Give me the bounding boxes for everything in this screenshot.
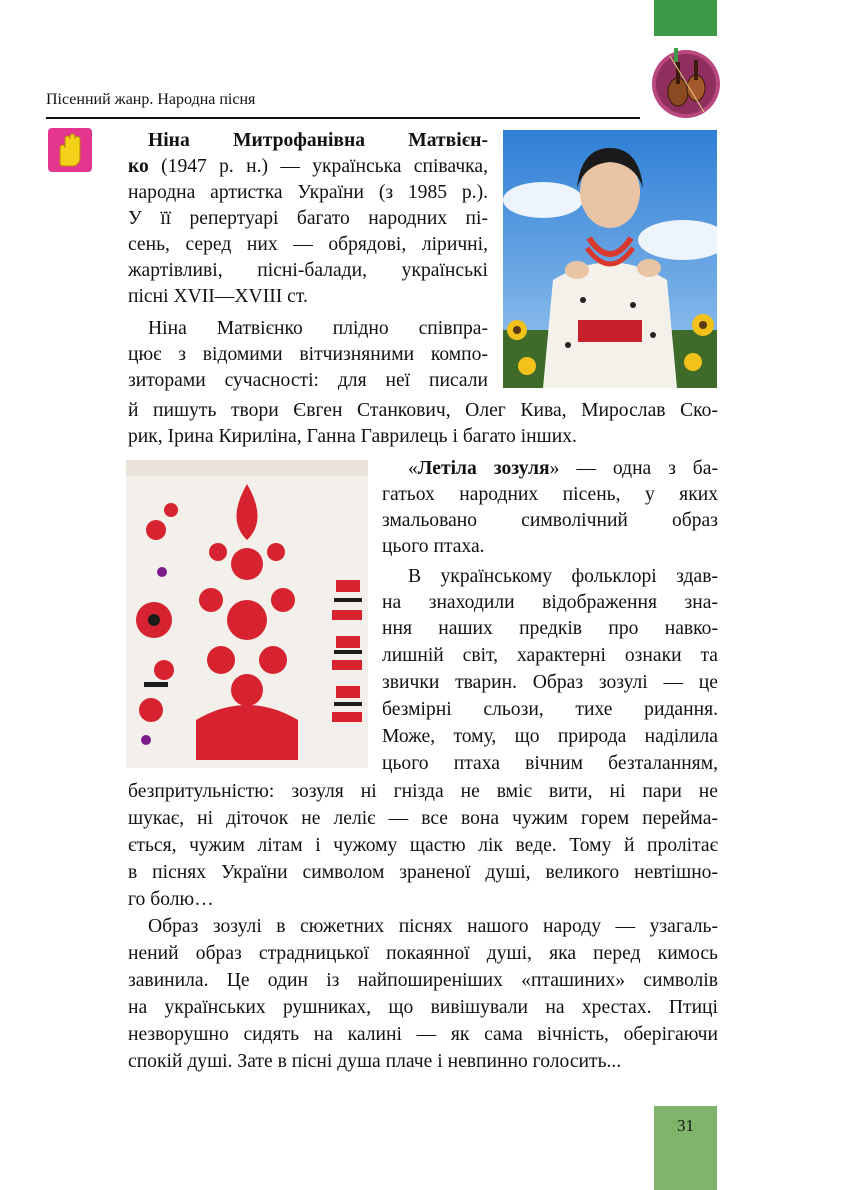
top-green-tab xyxy=(654,0,717,36)
text-line: лишній світ, характерні ознаки та xyxy=(382,645,718,666)
text-line: В українському фольклорі здав- xyxy=(408,566,718,587)
text-line: пісні XVII—XVIII ст. xyxy=(128,286,308,307)
text-line: сень, серед них — обрядові, ліричні, xyxy=(128,234,488,255)
text-line: звички тварин. Образ зозулі — це xyxy=(382,672,718,693)
text-line: й пишуть твори Євген Станкович, Олег Кива, Мирослав Ско- xyxy=(128,400,718,421)
text-line: Ніна Матвієнко плідно співпра- xyxy=(148,318,488,339)
text-line: народна артистка України (з 1985 р.). xyxy=(128,182,488,203)
embroidered-towel-photo xyxy=(126,460,368,768)
text-line: на знаходили відображення зна- xyxy=(382,592,718,613)
text-line: на українських рушниках, що вивішували на хрестах. Птиці xyxy=(128,997,718,1018)
text-line: цього птаха. xyxy=(382,536,485,557)
hand-icon xyxy=(48,128,92,172)
song-title: Летіла зозуля xyxy=(417,458,550,479)
text-line: завинила. Це один із найпоширеніших «пташиних» символів xyxy=(128,970,718,991)
violin-emblem-icon xyxy=(650,48,722,120)
text-line: шукає, ні діточок не леліє — все вона чужим горем переймa- xyxy=(128,808,718,829)
text-line: ння наших предків про навко- xyxy=(382,618,718,639)
header-divider xyxy=(46,117,640,119)
text-line: У її репертуарі багато народних пі- xyxy=(128,208,488,229)
text-line: гатьох народних пісень, у яких xyxy=(382,484,718,505)
text-line: ко (1947 р. н.) — українська співачка, xyxy=(128,156,488,177)
text-line: змальовано символічний образ xyxy=(382,510,718,531)
text-line: нений образ страдницької покаянної душі, яка перед кимось xyxy=(128,943,718,964)
text-line: Ніна Митрофанівна Матвієн- xyxy=(148,130,488,151)
text-line: зиторами сучасності: для неї писали xyxy=(128,370,488,391)
text-line: спокій душі. Зате в пісні душа плаче і невпинно голосить... xyxy=(128,1051,622,1072)
text-line: незворушно сидять на калині — як сама вічність, оберігаючи xyxy=(128,1024,718,1045)
text-line: Образ зозулі в сюжетних піснях нашого народу — узагаль- xyxy=(148,916,718,937)
text-line: «Летіла зозуля» — одна з ба- xyxy=(408,458,718,479)
text-line: рик, Ірина Кириліна, Ганна Гаврилець і багато інших. xyxy=(128,426,577,447)
text-line: безмірні сльози, тихе ридання. xyxy=(382,699,718,720)
text-line: го болю… xyxy=(128,889,214,910)
text-line: цього птаха вічним безталанням, xyxy=(382,753,718,774)
text-line: цює з відомими вітчизняними компо- xyxy=(128,344,488,365)
text-line: в піснях України символом зраненої душі, великого невтішно- xyxy=(128,862,718,883)
text-line: жартівливі, пісні-балади, українські xyxy=(128,260,488,281)
text-line: безпритульністю: зозуля ні гнізда не вміє вити, ні пари не xyxy=(128,781,718,802)
text-line: Може, тому, що природа наділила xyxy=(382,726,718,747)
singer-portrait-photo xyxy=(503,130,717,388)
page-number: 31 xyxy=(677,1116,694,1135)
running-header-title: Пісенний жанр. Народна пісня xyxy=(46,91,256,108)
text-line: ється, чужим літам і чужому щастю лік веде. Тому й пролітає xyxy=(128,835,718,856)
